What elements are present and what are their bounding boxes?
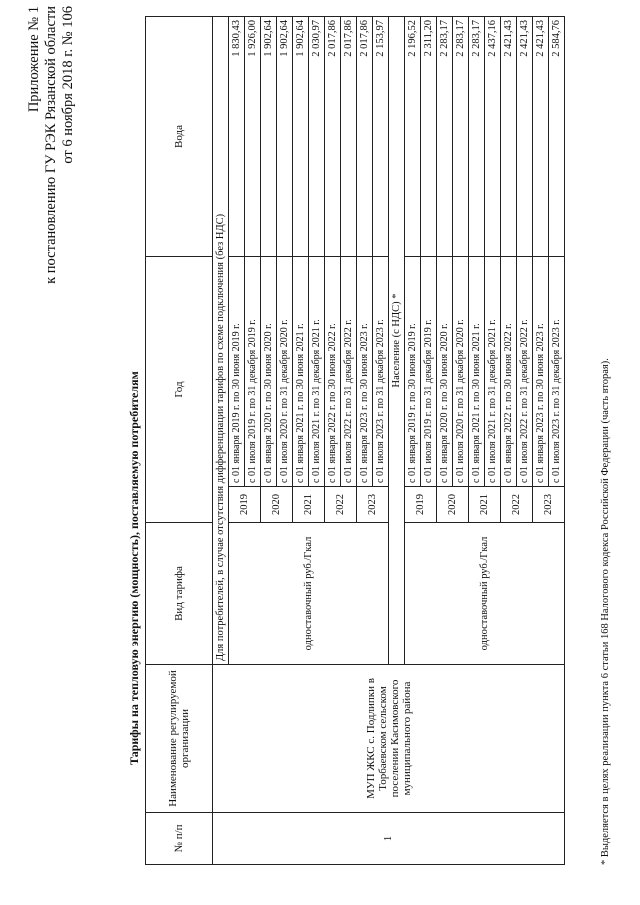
table-header-row <box>146 17 213 865</box>
tariff-table <box>145 16 565 865</box>
period-cell: с 01 июля 2021 г. по 31 декабря 2021 г. <box>309 257 325 487</box>
period-cell: с 01 января 2021 г. по 30 июня 2021 г. <box>469 257 485 487</box>
year-cell: 2019 <box>405 487 437 523</box>
period-cell: с 01 июля 2020 г. по 31 декабря 2020 г. <box>277 257 293 487</box>
period-cell: с 01 июля 2022 г. по 31 декабря 2022 г. <box>341 257 357 487</box>
water-value: 2 311,20 <box>421 17 437 257</box>
header-year: Год <box>146 257 213 523</box>
water-value: 1 902,64 <box>277 17 293 257</box>
year-cell: 2021 <box>469 487 501 523</box>
water-value: 2 283,17 <box>453 17 469 257</box>
period-cell: с 01 июля 2019 г. по 31 декабря 2019 г. <box>421 257 437 487</box>
period-cell: с 01 января 2023 г. по 30 июня 2023 г. <box>533 257 549 487</box>
water-value: 2 421,43 <box>533 17 549 257</box>
water-value: 2 421,43 <box>517 17 533 257</box>
water-value: 2 153,97 <box>373 17 389 257</box>
organization-name: МУП ЖКС с. Подлипки в Торбаевском сельском поселении Касимовского муниципального района <box>213 665 565 813</box>
water-value: 2 030,97 <box>309 17 325 257</box>
footnote: * Выделяется в целях реализации пункта 6 статьи 168 Налогового кодекса Российской Федерации (часть вторая). <box>600 358 611 865</box>
period-cell: с 01 июля 2022 г. по 31 декабря 2022 г. <box>517 257 533 487</box>
period-cell: с 01 января 2020 г. по 30 июня 2020 г. <box>437 257 453 487</box>
year-cell: 2021 <box>293 487 325 523</box>
period-cell: с 01 января 2023 г. по 30 июня 2023 г. <box>357 257 373 487</box>
appendix-line: от 6 ноября 2018 г. № 106 <box>60 6 76 164</box>
year-cell: 2022 <box>325 487 357 523</box>
row-number: 1 <box>213 813 565 865</box>
header-org: Наименование регулируемой организации <box>146 665 213 813</box>
header-water: Вода <box>146 17 213 257</box>
year-cell: 2020 <box>437 487 469 523</box>
appendix-line: к постановлению ГУ РЭК Рязанской области <box>43 6 59 284</box>
section-title: Для потребителей, в случае отсутствия дифференциации тарифов по схеме подключения (без НДС) <box>213 17 229 665</box>
table-body <box>213 17 565 865</box>
water-value: 2 017,86 <box>357 17 373 257</box>
water-value: 2 421,43 <box>501 17 517 257</box>
water-value: 2 283,17 <box>437 17 453 257</box>
year-cell: 2019 <box>229 487 261 523</box>
water-value: 1 830,43 <box>229 17 245 257</box>
year-cell: 2023 <box>357 487 389 523</box>
tariff-kind: одноставочный руб./Гкал <box>405 523 565 665</box>
section-title: Население (с НДС) * <box>389 17 405 665</box>
period-cell: с 01 января 2022 г. по 30 июня 2022 г. <box>501 257 517 487</box>
water-value: 1 902,64 <box>293 17 309 257</box>
water-value: 1 902,64 <box>261 17 277 257</box>
water-value: 2 584,76 <box>549 17 565 257</box>
section-row <box>213 17 229 865</box>
water-value: 2 283,17 <box>469 17 485 257</box>
water-value: 1 926,00 <box>245 17 261 257</box>
document-title: Тарифы на тепловую энергию (мощность), поставляемую потребителям <box>127 371 141 765</box>
appendix-line: Приложение № 1 <box>26 6 42 113</box>
period-cell: с 01 июля 2020 г. по 31 декабря 2020 г. <box>453 257 469 487</box>
year-cell: 2022 <box>501 487 533 523</box>
period-cell: с 01 января 2019 г. по 30 июня 2019 г. <box>405 257 421 487</box>
water-value: 2 437,16 <box>485 17 501 257</box>
water-value: 2 196,52 <box>405 17 421 257</box>
period-cell: с 01 июля 2023 г. по 31 декабря 2023 г. <box>549 257 565 487</box>
period-cell: с 01 июля 2019 г. по 31 декабря 2019 г. <box>245 257 261 487</box>
water-value: 2 017,86 <box>341 17 357 257</box>
header-num: № п/п <box>146 813 213 865</box>
period-cell: с 01 июля 2023 г. по 31 декабря 2023 г. <box>373 257 389 487</box>
period-cell: с 01 января 2019 г. по 30 июня 2019 г. <box>229 257 245 487</box>
year-cell: 2020 <box>261 487 293 523</box>
header-kind: Вид тарифа <box>146 523 213 665</box>
tariff-kind: одноставочный руб./Гкал <box>229 523 389 665</box>
appendix-header <box>26 6 77 336</box>
period-cell: с 01 января 2022 г. по 30 июня 2022 г. <box>325 257 341 487</box>
period-cell: с 01 июля 2021 г. по 31 декабря 2021 г. <box>485 257 501 487</box>
year-cell: 2023 <box>533 487 565 523</box>
period-cell: с 01 января 2021 г. по 30 июня 2021 г. <box>293 257 309 487</box>
period-cell: с 01 января 2020 г. по 30 июня 2020 г. <box>261 257 277 487</box>
water-value: 2 017,86 <box>325 17 341 257</box>
